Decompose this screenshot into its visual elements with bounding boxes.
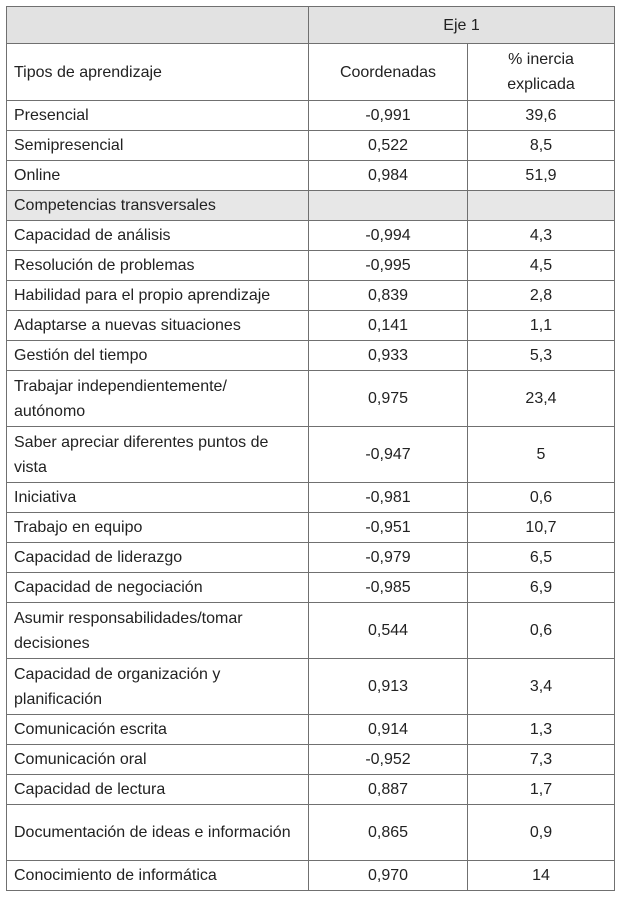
table-row	[7, 745, 615, 775]
correspondence-table	[6, 6, 615, 891]
row-inertia: 4,5	[468, 251, 615, 281]
column-header-row	[7, 44, 615, 101]
table-row	[7, 715, 615, 745]
row-coordinate: 0,913	[309, 659, 468, 715]
row-coordinate: -0,947	[309, 427, 468, 483]
row-coordinate: -0,995	[309, 251, 468, 281]
row-inertia: 1,7	[468, 775, 615, 805]
row-inertia: 2,8	[468, 281, 615, 311]
table-row	[7, 805, 615, 861]
row-inertia: 8,5	[468, 131, 615, 161]
row-coordinate: 0,933	[309, 341, 468, 371]
axis-label: Eje 1	[309, 7, 615, 44]
table-row	[7, 341, 615, 371]
col-header-coordinates: Coordenadas	[309, 44, 468, 101]
row-coordinate: -0,994	[309, 221, 468, 251]
axis-header-row	[7, 7, 615, 44]
table-row	[7, 311, 615, 341]
row-inertia: 4,3	[468, 221, 615, 251]
table-row	[7, 573, 615, 603]
col-header-inertia: % inercia explicada	[468, 44, 615, 101]
row-coordinate: 0,914	[309, 715, 468, 745]
table-row	[7, 513, 615, 543]
row-coordinate: 0,975	[309, 371, 468, 427]
row-coordinate: -0,979	[309, 543, 468, 573]
table-row	[7, 659, 615, 715]
header-empty-cell	[7, 7, 309, 44]
row-inertia: 6,9	[468, 573, 615, 603]
row-label: Online	[7, 161, 309, 191]
row-label: Saber apreciar diferentes puntos de vista	[7, 427, 309, 483]
table-row	[7, 371, 615, 427]
row-label: Habilidad para el propio aprendizaje	[7, 281, 309, 311]
row-coordinate: 0,522	[309, 131, 468, 161]
section-title: Competencias transversales	[7, 191, 309, 221]
row-coordinate: 0,865	[309, 805, 468, 861]
table-row	[7, 483, 615, 513]
row-label: Capacidad de organización y planificación	[7, 659, 309, 715]
row-label: Semipresencial	[7, 131, 309, 161]
row-label: Documentación de ideas e información	[7, 805, 309, 861]
row-label: Capacidad de lectura	[7, 775, 309, 805]
row-inertia: 1,3	[468, 715, 615, 745]
section-row	[7, 191, 615, 221]
row-coordinate: -0,951	[309, 513, 468, 543]
row-label: Trabajar independientemente/ autónomo	[7, 371, 309, 427]
row-coordinate: 0,839	[309, 281, 468, 311]
row-inertia: 1,1	[468, 311, 615, 341]
row-coordinate: -0,981	[309, 483, 468, 513]
section-empty-cell	[309, 191, 468, 221]
table-row	[7, 543, 615, 573]
row-inertia: 14	[468, 861, 615, 891]
row-inertia: 51,9	[468, 161, 615, 191]
row-inertia: 7,3	[468, 745, 615, 775]
table-row	[7, 131, 615, 161]
row-coordinate: -0,985	[309, 573, 468, 603]
row-label: Capacidad de liderazgo	[7, 543, 309, 573]
row-inertia: 3,4	[468, 659, 615, 715]
row-inertia: 10,7	[468, 513, 615, 543]
table-row	[7, 861, 615, 891]
table-row	[7, 161, 615, 191]
row-coordinate: 0,970	[309, 861, 468, 891]
row-coordinate: -0,991	[309, 101, 468, 131]
table-row	[7, 251, 615, 281]
row-inertia: 39,6	[468, 101, 615, 131]
row-label: Asumir responsabilidades/tomar decisiones	[7, 603, 309, 659]
table-row	[7, 603, 615, 659]
row-label: Gestión del tiempo	[7, 341, 309, 371]
row-coordinate: 0,887	[309, 775, 468, 805]
row-label: Iniciativa	[7, 483, 309, 513]
row-label: Comunicación oral	[7, 745, 309, 775]
row-coordinate: 0,544	[309, 603, 468, 659]
row-coordinate: 0,984	[309, 161, 468, 191]
table-row	[7, 775, 615, 805]
section-empty-cell	[468, 191, 615, 221]
table-row	[7, 221, 615, 251]
table-row	[7, 101, 615, 131]
row-label: Resolución de problemas	[7, 251, 309, 281]
row-label: Conocimiento de informática	[7, 861, 309, 891]
row-label: Presencial	[7, 101, 309, 131]
col-header-category: Tipos de aprendizaje	[7, 44, 309, 101]
row-coordinate: 0,141	[309, 311, 468, 341]
row-label: Trabajo en equipo	[7, 513, 309, 543]
row-label: Comunicación escrita	[7, 715, 309, 745]
row-label: Capacidad de análisis	[7, 221, 309, 251]
row-inertia: 23,4	[468, 371, 615, 427]
table-row	[7, 281, 615, 311]
row-inertia: 5	[468, 427, 615, 483]
row-inertia: 0,6	[468, 483, 615, 513]
row-coordinate: -0,952	[309, 745, 468, 775]
row-label: Capacidad de negociación	[7, 573, 309, 603]
row-inertia: 0,6	[468, 603, 615, 659]
row-label: Adaptarse a nuevas situaciones	[7, 311, 309, 341]
row-inertia: 5,3	[468, 341, 615, 371]
row-inertia: 6,5	[468, 543, 615, 573]
row-inertia: 0,9	[468, 805, 615, 861]
table-row	[7, 427, 615, 483]
